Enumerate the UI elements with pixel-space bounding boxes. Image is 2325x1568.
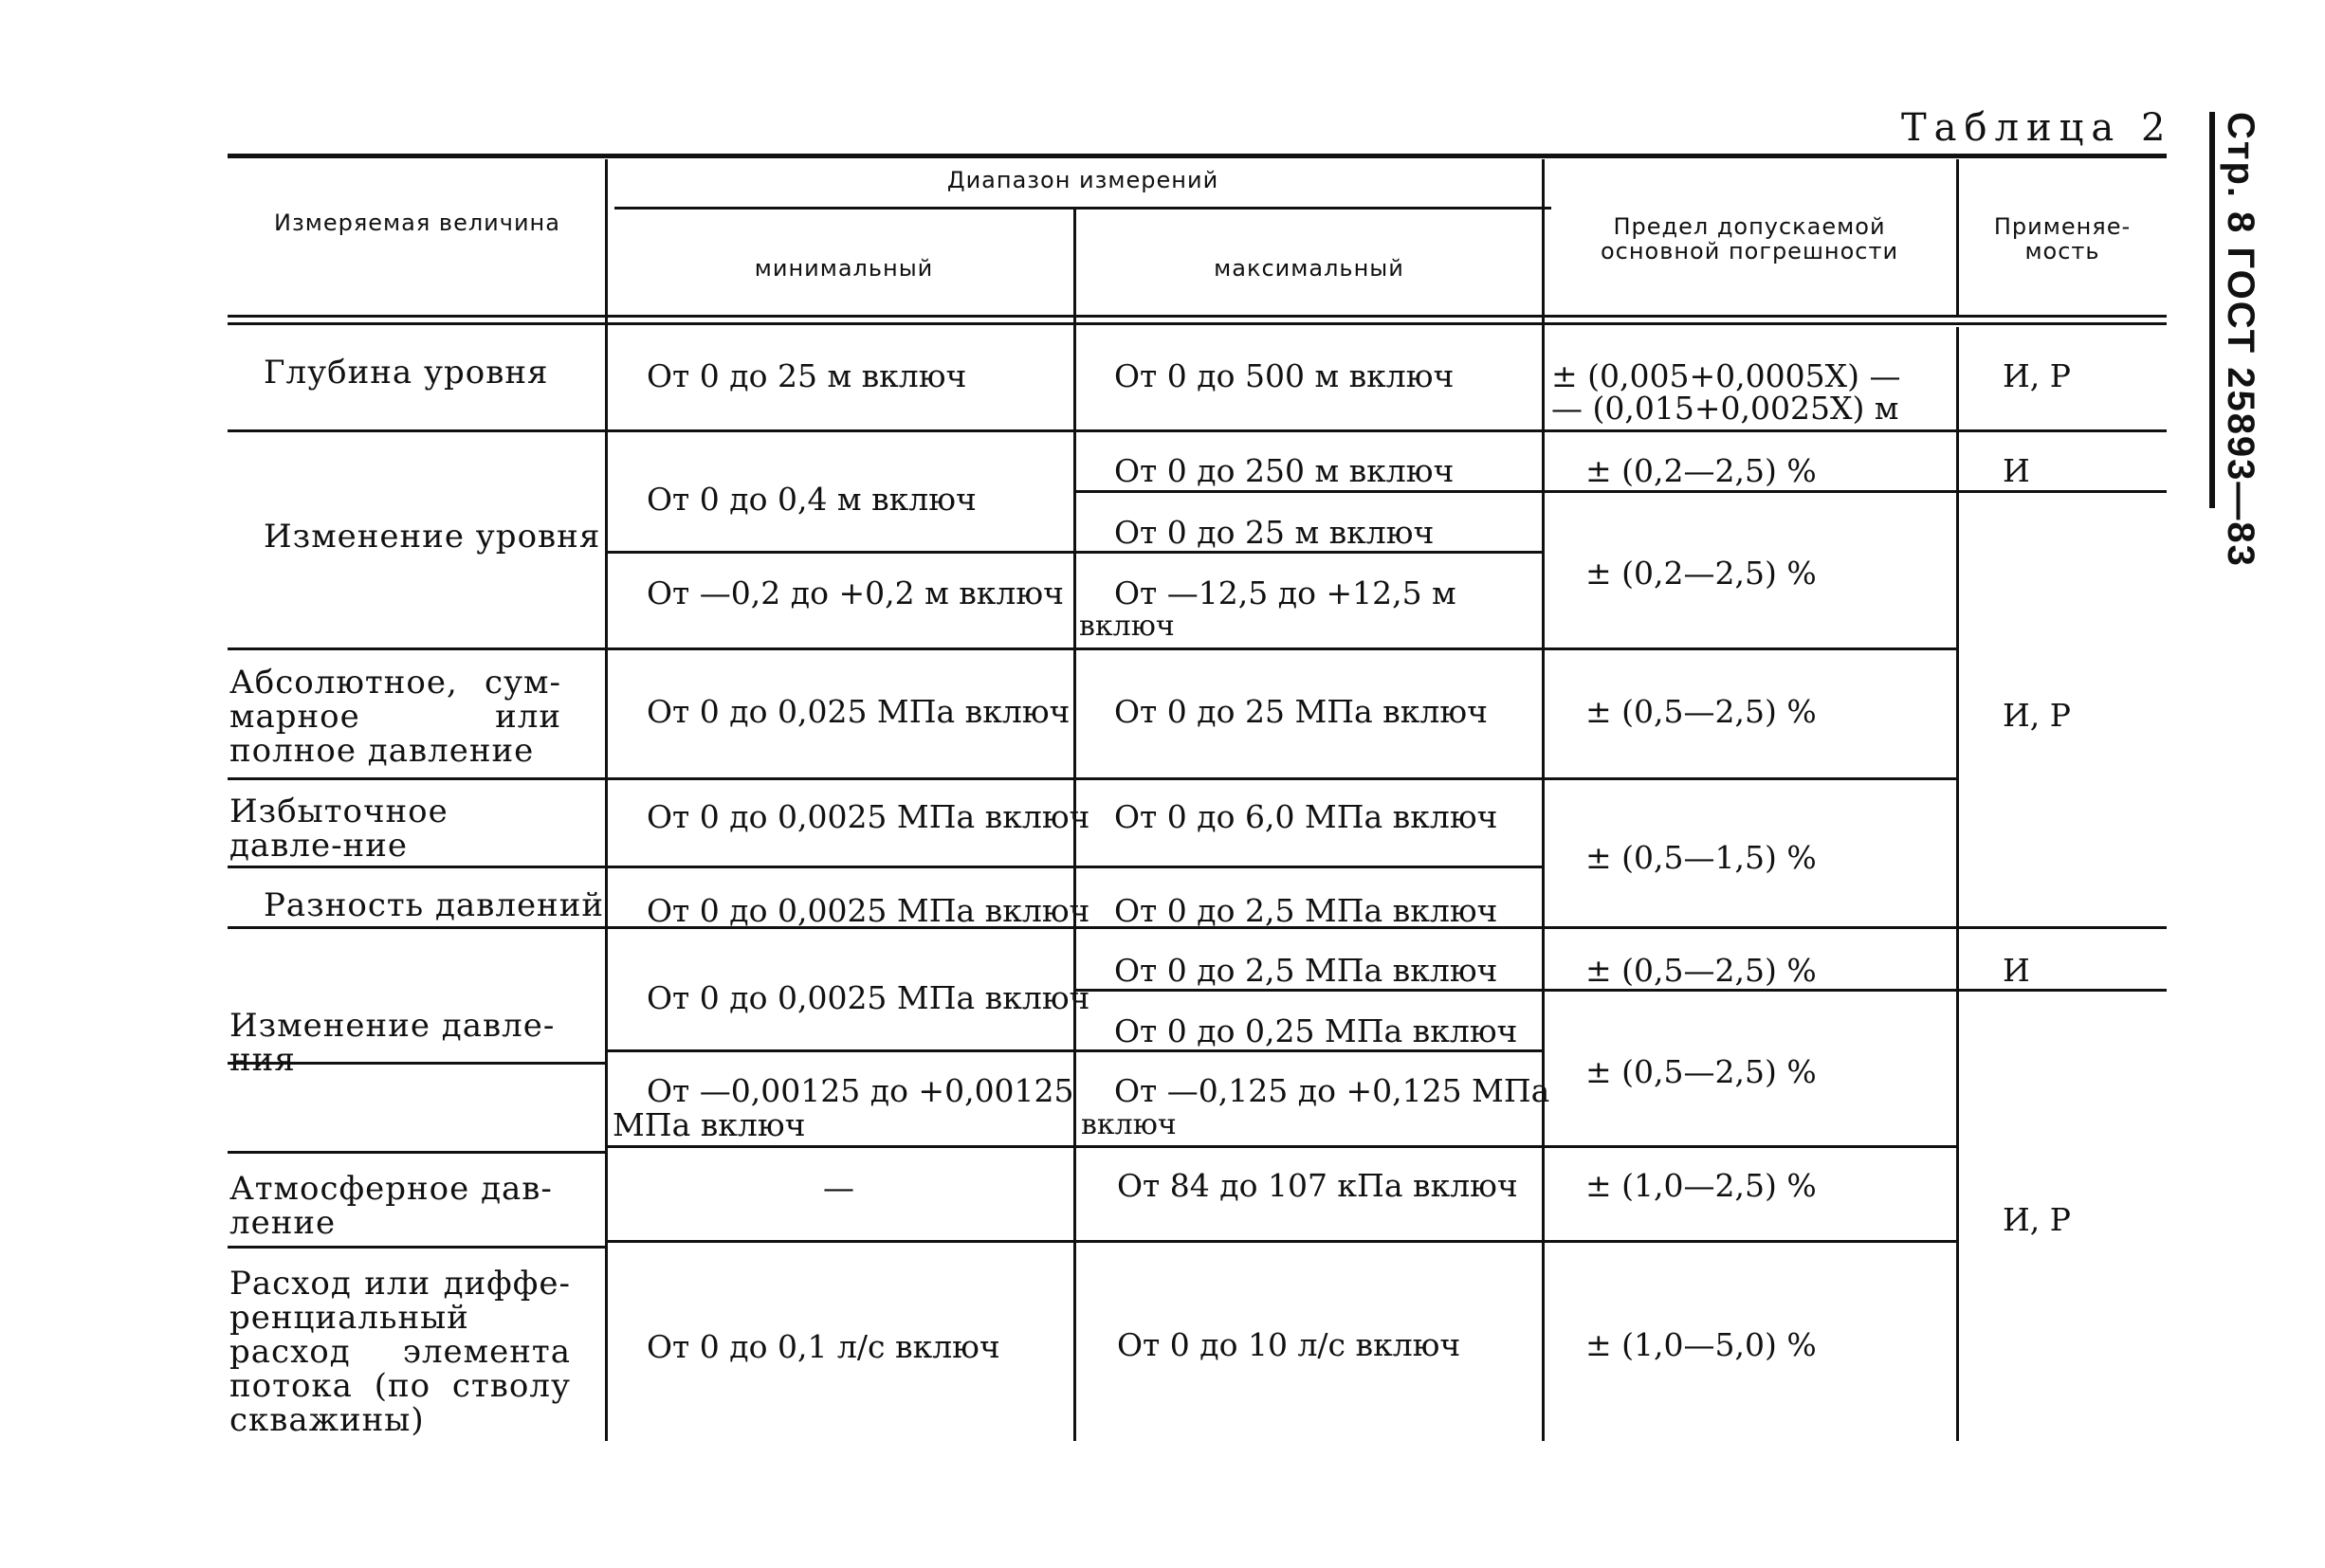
header-applicability: Применяе-мость — [1993, 213, 2132, 264]
row-depth-quantity: Глубина уровня — [264, 354, 549, 392]
row-pressure-change-min-c-line2: МПа включ — [613, 1106, 806, 1143]
row-absolute-pressure-min: От 0 до 0,025 МПа включ — [647, 693, 1071, 730]
row-gauge-pressure-quantity: Избыточное давле-ние — [229, 793, 449, 865]
row-diff-pressure-quantity: Разность давлений — [264, 886, 605, 924]
row-level-change-error-a: ± (0,2—2,5) % — [1585, 452, 1817, 489]
row-depth-error-line1: ± (0,005+0,0005X) — — [1551, 357, 1901, 394]
row-gauge-pressure-max: От 0 до 6,0 МПа включ — [1114, 798, 1498, 835]
row-depth-error-line2: — (0,015+0,0025X) м — [1551, 390, 1899, 427]
margin-rule — [2209, 112, 2215, 508]
row-gauge-pressure-min: От 0 до 0,0025 МПа включ — [647, 798, 1090, 835]
row-pressure-change-quantity: Изменение давле-ния — [229, 1007, 556, 1079]
row-atmospheric-pressure-error: ± (1,0—2,5) % — [1585, 1167, 1817, 1204]
row-atmospheric-pressure-quantity: Атмосферное дав-ление — [229, 1170, 553, 1242]
row-atmospheric-pressure-min: — — [823, 1169, 854, 1206]
row-level-change-max-c-line1: От —12,5 до +12,5 м — [1114, 574, 1456, 611]
applicability-ir-mid: И, Р — [2003, 697, 2071, 734]
row-atmospheric-pressure-max: От 84 до 107 кПа включ — [1117, 1167, 1518, 1204]
header-error: Предел допускаемой основной погрешности — [1600, 213, 1899, 264]
row-diff-pressure-min: От 0 до 0,0025 МПа включ — [647, 892, 1090, 929]
row-pressure-change-applicability: И — [2003, 952, 2030, 989]
header-max: максимальный — [1214, 255, 1404, 282]
row-flow-rate-min: От 0 до 0,1 л/с включ — [647, 1328, 1000, 1365]
header-quantity: Измеряемая величина — [274, 210, 560, 236]
row-flow-rate-max: От 0 до 10 л/с включ — [1117, 1326, 1461, 1363]
row-pressure-change-error-bc: ± (0,5—2,5) % — [1585, 1053, 1817, 1090]
row-pressure-change-error-a: ± (0,5—2,5) % — [1585, 952, 1817, 989]
row-pressure-change-max-b: От 0 до 0,25 МПа включ — [1114, 1012, 1518, 1049]
row-diff-pressure-max: От 0 до 2,5 МПа включ — [1114, 892, 1498, 929]
row-level-change-min-c: От —0,2 до +0,2 м включ — [647, 574, 1064, 611]
row-pressure-change-min-a: От 0 до 0,0025 МПа включ — [647, 979, 1090, 1016]
header-range: Диапазон измерений — [946, 167, 1219, 193]
table-caption: Таблица 2 — [1901, 106, 2173, 150]
row-depth-min: От 0 до 25 м включ — [647, 357, 967, 394]
header-min: минимальный — [754, 255, 934, 282]
row-level-change-min-a: От 0 до 0,4 м включ — [647, 481, 977, 518]
row-depth-applicability: И, Р — [2003, 357, 2071, 394]
row-absolute-pressure-max: От 0 до 25 МПа включ — [1114, 693, 1488, 730]
row-pressure-change-max-c-line1: От —0,125 до +0,125 МПа — [1114, 1072, 1550, 1109]
row-level-change-applicability: И — [2003, 452, 2030, 489]
row-flow-rate-error: ± (1,0—5,0) % — [1585, 1326, 1817, 1363]
row-level-change-max-a: От 0 до 250 м включ — [1114, 452, 1455, 489]
row-gauge-diff-pressure-error: ± (0,5—1,5) % — [1585, 839, 1817, 876]
row-flow-rate-quantity: Расход или диффе-ренциальный расход элемента потока (по стволу скважины) — [229, 1265, 571, 1439]
row-absolute-pressure-quantity: Абсолютное, сум-марное или полное давление — [229, 664, 561, 770]
row-level-change-max-b: От 0 до 25 м включ — [1114, 514, 1435, 551]
page-running-header: Стр. 8 ГОСТ 25893—83 — [2220, 112, 2261, 568]
row-level-change-max-c-line2: включ — [1079, 610, 1175, 643]
applicability-ir-bottom: И, Р — [2003, 1201, 2071, 1238]
row-pressure-change-max-c-line2: включ — [1081, 1108, 1177, 1141]
row-pressure-change-max-a: От 0 до 2,5 МПа включ — [1114, 952, 1498, 989]
row-level-change-error-bc: ± (0,2—2,5) % — [1585, 555, 1817, 592]
row-level-change-quantity: Изменение уровня — [264, 518, 601, 556]
row-depth-max: От 0 до 500 м включ — [1114, 357, 1455, 394]
row-absolute-pressure-error: ± (0,5—2,5) % — [1585, 693, 1817, 730]
row-pressure-change-min-c-line1: От —0,00125 до +0,00125 — [647, 1072, 1074, 1109]
